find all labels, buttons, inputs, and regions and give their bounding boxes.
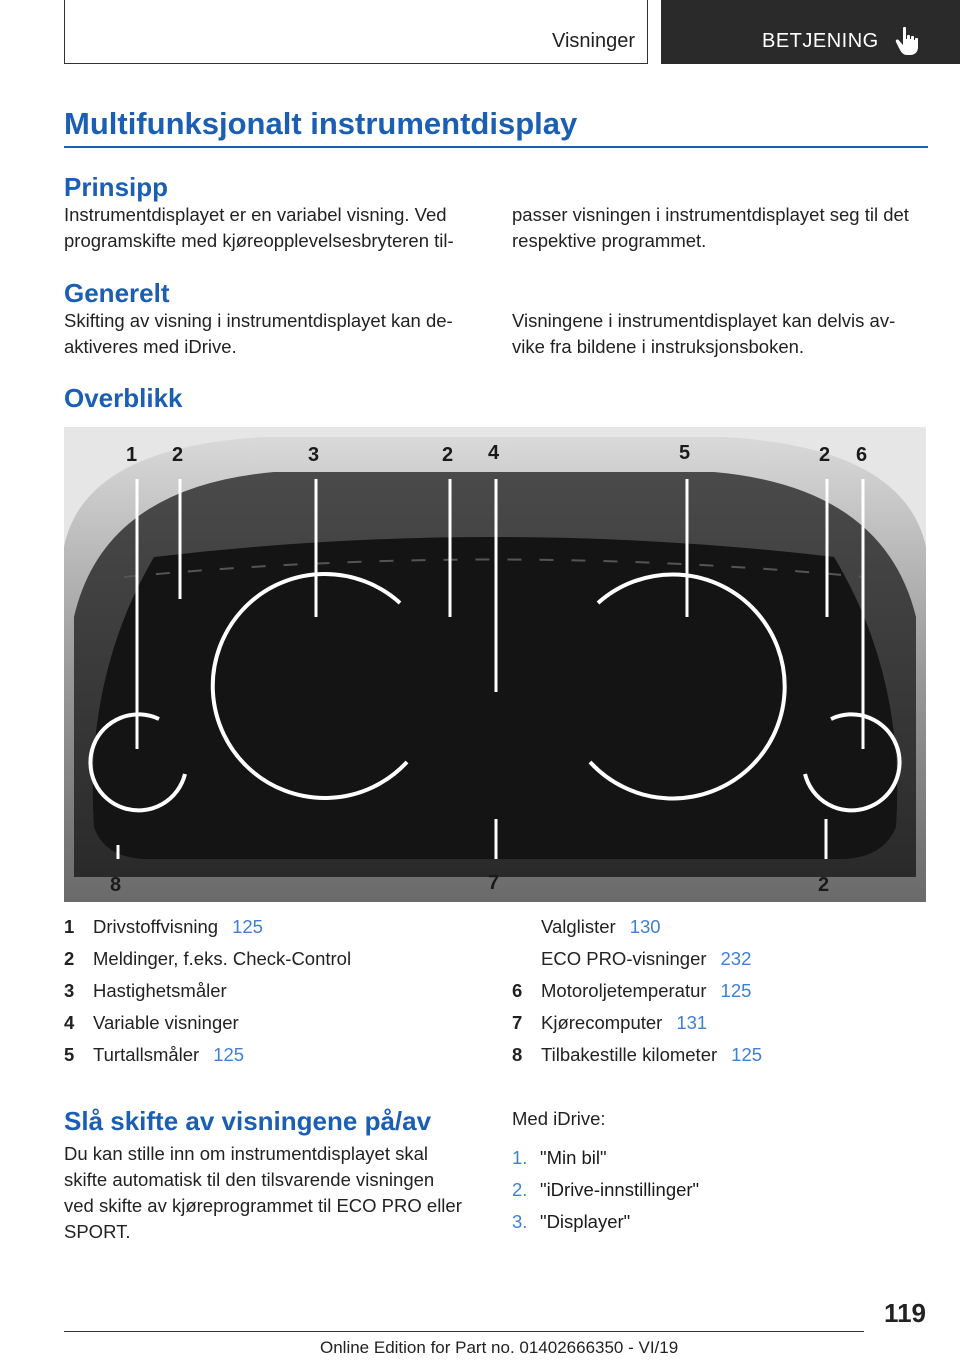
generelt-text-right-line-2: vike fra bildene i instruksjonsboken. (512, 336, 805, 357)
idrive-intro: Med iDrive: (512, 1108, 606, 1129)
legend-label: Motoroljetemperatur (541, 980, 707, 1001)
page-reference-link[interactable]: 125 (731, 1044, 763, 1065)
legend-item (512, 943, 751, 975)
prinsipp-text-right-line-2: respektive programmet. (512, 230, 707, 251)
generelt-text-right (512, 308, 932, 360)
generelt-text-right-line-1: Visningene i instrumentdisplayet kan delvis av- (512, 310, 896, 331)
footer-edition: Online Edition for Part no. 01402666350 - VI/19 (320, 1338, 679, 1357)
header-chapter-label: BETJENING (762, 30, 879, 52)
page-reference-link[interactable]: 125 (213, 1044, 245, 1065)
generelt-text-left (64, 308, 484, 360)
legend-number: 2 (64, 948, 75, 969)
callout-label-8: 8 (110, 874, 122, 896)
legend-label: Variable visninger (93, 1012, 239, 1033)
legend-number: 1 (64, 916, 75, 937)
legend-item (64, 943, 351, 975)
prinsipp-text-right-line-1: passer visningen i instrumentdisplayet seg til det (512, 204, 909, 225)
callout-label-3: 3 (308, 444, 320, 466)
legend-number: 4 (64, 1012, 75, 1033)
legend-number: 3 (64, 980, 75, 1001)
sla-skifte-text-line-3: ved skifte av kjøreprogrammet til ECO PRO eller (64, 1195, 462, 1216)
legend-number: 6 (512, 980, 523, 1001)
legend-number: 8 (512, 1044, 523, 1065)
callout-label-7: 7 (488, 872, 500, 894)
legend-label: Meldinger, f.eks. Check-Control (93, 948, 352, 969)
sla-skifte-text-line-1: Du kan stille inn om instrumentdisplayet skal (64, 1143, 428, 1164)
step-number: 1. (512, 1147, 528, 1168)
legend-label: Turtallsmåler (93, 1044, 200, 1065)
heading-prinsipp: Prinsipp (64, 172, 169, 202)
heading-generelt: Generelt (64, 278, 170, 308)
callout-label-6: 6 (856, 444, 868, 466)
step-item (512, 1174, 699, 1206)
step-item (512, 1142, 607, 1174)
legend-label: Tilbakestille kilometer (541, 1044, 718, 1065)
step-item (512, 1206, 630, 1238)
footer-rule (64, 1331, 864, 1332)
page-reference-link[interactable]: 131 (676, 1012, 708, 1033)
pointing-hand-icon (895, 26, 921, 56)
legend-item (64, 1039, 244, 1071)
prinsipp-text-right (512, 202, 932, 254)
legend-item (512, 1007, 707, 1039)
legend-label: Valglister (541, 916, 616, 937)
sla-skifte-text-line-4: SPORT. (64, 1221, 131, 1242)
header-section-label: Visninger (551, 30, 635, 52)
page-number: 119 (884, 1298, 926, 1328)
step-number: 2. (512, 1179, 528, 1200)
callout-label-2d: 2 (818, 874, 830, 896)
header-section-tab (64, 0, 648, 64)
prinsipp-text-left (64, 202, 484, 254)
heading-sla-skifte: Slå skifte av visningene på/av (64, 1106, 432, 1136)
title-rule (64, 146, 928, 148)
legend-label: ECO PRO-visninger (541, 948, 707, 969)
callout-label-2a: 2 (172, 444, 184, 466)
callout-label-4: 4 (488, 442, 500, 464)
sla-skifte-text-line-2: skifte automatisk til den tilsvarende visningen (64, 1169, 435, 1190)
legend-label: Kjørecomputer (541, 1012, 663, 1033)
legend-number: 7 (512, 1012, 523, 1033)
callout-label-2c: 2 (819, 444, 831, 466)
legend-item (512, 1039, 762, 1071)
legend-item (64, 911, 263, 943)
heading-overblikk: Overblikk (64, 383, 183, 413)
prinsipp-text-left-line-2: programskifte med kjøreopplevelsesbryteren til- (64, 230, 454, 251)
page-title: Multifunksjonalt instrumentdisplay (64, 106, 578, 141)
page-reference-link[interactable]: 125 (720, 980, 752, 1001)
step-label[interactable]: "Displayer" (540, 1211, 631, 1232)
legend-number: 5 (64, 1044, 75, 1065)
generelt-text-left-line-1: Skifting av visning i instrumentdisplayet kan de- (64, 310, 453, 331)
generelt-text-left-line-2: aktiveres med iDrive. (64, 336, 237, 357)
step-number: 3. (512, 1211, 528, 1232)
legend-item (64, 1007, 239, 1039)
legend-item (512, 975, 751, 1007)
callout-label-5: 5 (679, 442, 691, 464)
page-reference-link[interactable]: 232 (720, 948, 752, 969)
page-reference-link[interactable]: 125 (232, 916, 263, 937)
legend-item (512, 911, 661, 943)
sla-skifte-text (64, 1141, 494, 1245)
legend-label: Drivstoffvisning (93, 916, 219, 937)
instrument-display-illustration (64, 427, 926, 902)
page-reference-link[interactable]: 130 (629, 916, 661, 937)
legend-label: Hastighetsmåler (93, 980, 227, 1001)
step-label[interactable]: "iDrive-innstillinger" (540, 1179, 700, 1200)
callout-label-1: 1 (126, 444, 138, 466)
instrument-display-drawing (64, 427, 926, 902)
legend-item (64, 975, 227, 1007)
step-label[interactable]: "Min bil" (540, 1147, 607, 1168)
prinsipp-text-left-line-1: Instrumentdisplayet er en variabel visning. Ved (64, 204, 447, 225)
callout-label-2b: 2 (442, 444, 454, 466)
